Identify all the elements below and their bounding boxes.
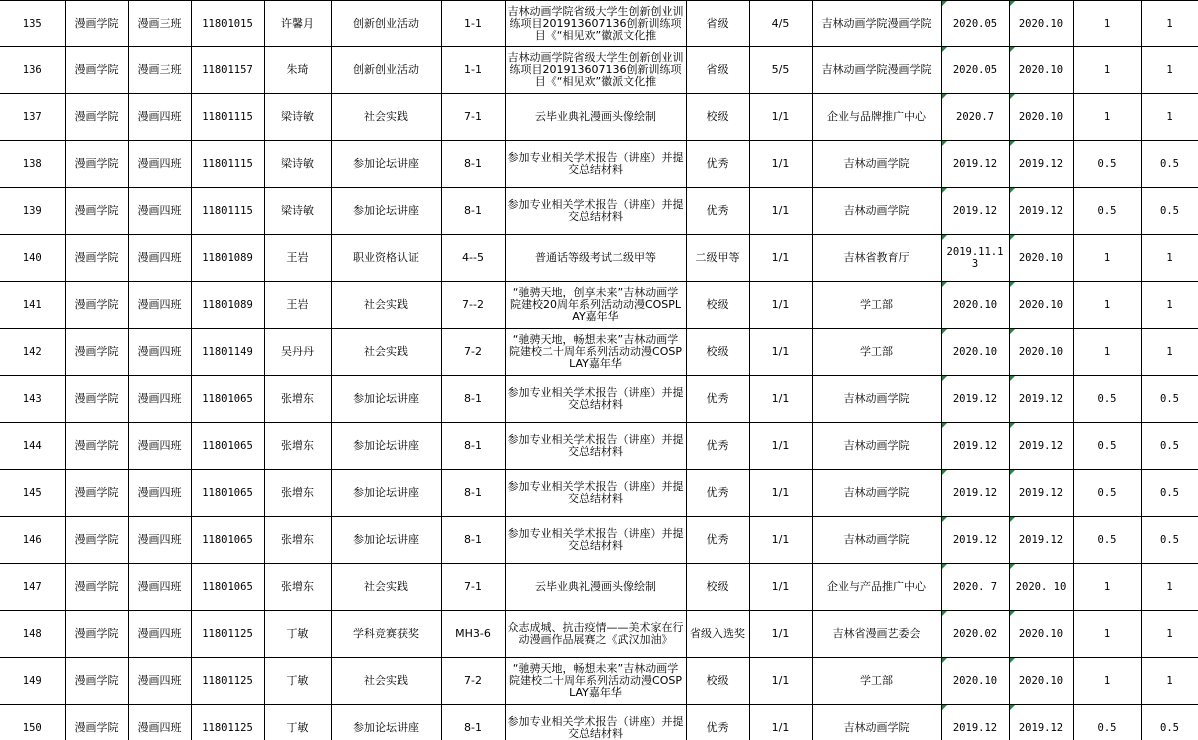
table-row	[0, 470, 1198, 517]
table-row	[0, 94, 1198, 141]
error-indicator-marker	[942, 282, 947, 287]
confirmed-score-cell[interactable]: 1	[1141, 329, 1198, 376]
activity-type-cell[interactable]: 创新创业活动	[331, 1, 441, 47]
item-code-cell[interactable]: 8-1	[441, 705, 505, 740]
start-date-cell[interactable]: 2020.05	[941, 47, 1009, 94]
item-code-cell[interactable]: 7-1	[441, 564, 505, 611]
college-cell[interactable]: 漫画学院	[65, 517, 128, 564]
level-cell[interactable]: 优秀	[686, 705, 749, 740]
organizer-cell[interactable]: 吉林动画学院	[812, 188, 941, 235]
end-date-cell[interactable]: 2020.10	[1009, 282, 1073, 329]
level-cell[interactable]: 校级	[686, 282, 749, 329]
error-indicator-marker	[942, 47, 947, 52]
class-cell[interactable]: 漫画四班	[128, 517, 191, 564]
level-cell[interactable]: 校级	[686, 564, 749, 611]
error-indicator-marker	[942, 141, 947, 146]
college-cell[interactable]: 漫画学院	[65, 94, 128, 141]
project-name-cell[interactable]: “驰骋天地，畅想未来”吉林动画学院建校二十周年系列活动动漫COSPLAY嘉年华	[505, 329, 686, 376]
organizer-cell[interactable]: 吉林动画学院	[812, 376, 941, 423]
class-cell[interactable]: 漫画三班	[128, 1, 191, 47]
organizer-cell[interactable]: 企业与品牌推广中心	[812, 94, 941, 141]
level-cell[interactable]: 校级	[686, 329, 749, 376]
organizer-cell[interactable]: 吉林动画学院	[812, 517, 941, 564]
level-cell[interactable]: 省级	[686, 47, 749, 94]
table-row	[0, 517, 1198, 564]
rank-cell[interactable]: 4/5	[749, 1, 812, 47]
student-id-cell[interactable]: 11801125	[191, 658, 264, 705]
rank-cell[interactable]: 1/1	[749, 235, 812, 282]
activity-type-cell[interactable]: 参加论坛讲座	[331, 141, 441, 188]
rank-cell[interactable]: 1/1	[749, 517, 812, 564]
table-row	[0, 423, 1198, 470]
error-indicator-marker	[1010, 376, 1015, 381]
item-code-cell[interactable]: 7-2	[441, 658, 505, 705]
table-row	[0, 188, 1198, 235]
activity-type-cell[interactable]: 学科竞赛获奖	[331, 611, 441, 658]
error-indicator-marker	[942, 376, 947, 381]
student-name-cell[interactable]: 朱琦	[264, 47, 331, 94]
end-date-cell[interactable]: 2020. 10	[1009, 564, 1073, 611]
end-date-cell[interactable]: 2019.12	[1009, 188, 1073, 235]
error-indicator-marker	[1010, 564, 1015, 569]
item-code-cell[interactable]: MH3-6	[441, 611, 505, 658]
error-indicator-marker	[1010, 470, 1015, 475]
error-indicator-marker	[1010, 658, 1015, 663]
project-name-cell[interactable]: 云毕业典礼漫画头像绘制	[505, 94, 686, 141]
item-code-cell[interactable]: 1-1	[441, 1, 505, 47]
organizer-cell[interactable]: 吉林动画学院	[812, 470, 941, 517]
score-cell[interactable]: 1	[1073, 235, 1141, 282]
level-cell[interactable]: 优秀	[686, 470, 749, 517]
project-name-cell[interactable]: 吉林动画学院省级大学生创新创业训练项目201913607136创新训练项目《“相见欢”徽派文化推	[505, 47, 686, 94]
confirmed-score-cell[interactable]: 1	[1141, 1, 1198, 47]
student-name-cell[interactable]: 王岩	[264, 235, 331, 282]
college-cell[interactable]: 漫画学院	[65, 705, 128, 740]
table-row	[0, 235, 1198, 282]
rank-cell[interactable]: 1/1	[749, 94, 812, 141]
student-id-cell[interactable]: 11801115	[191, 94, 264, 141]
table-row	[0, 329, 1198, 376]
student-name-cell[interactable]: 张增东	[264, 376, 331, 423]
student-id-cell[interactable]: 11801065	[191, 376, 264, 423]
college-cell[interactable]: 漫画学院	[65, 141, 128, 188]
score-cell[interactable]: 0.5	[1073, 188, 1141, 235]
error-indicator-marker	[942, 423, 947, 428]
project-name-cell[interactable]: “驰骋天地，畅想未来”吉林动画学院建校二十周年系列活动动漫COSPLAY嘉年华	[505, 658, 686, 705]
student-id-cell[interactable]: 11801065	[191, 564, 264, 611]
level-cell[interactable]: 校级	[686, 658, 749, 705]
end-date-cell[interactable]: 2019.12	[1009, 705, 1073, 740]
end-date-cell[interactable]: 2020.10	[1009, 235, 1073, 282]
activity-type-cell[interactable]: 社会实践	[331, 94, 441, 141]
score-cell[interactable]: 1	[1073, 329, 1141, 376]
college-cell[interactable]: 漫画学院	[65, 470, 128, 517]
project-name-cell[interactable]: 参加专业相关学术报告（讲座）并提交总结材料	[505, 141, 686, 188]
item-code-cell[interactable]: 4--5	[441, 235, 505, 282]
college-cell[interactable]: 漫画学院	[65, 658, 128, 705]
score-cell[interactable]: 0.5	[1073, 141, 1141, 188]
student-id-cell[interactable]: 11801065	[191, 517, 264, 564]
activity-type-cell[interactable]: 参加论坛讲座	[331, 423, 441, 470]
project-name-cell[interactable]: 参加专业相关学术报告（讲座）并提交总结材料	[505, 376, 686, 423]
row-number-cell[interactable]: 148	[0, 611, 65, 658]
error-indicator-marker	[1010, 47, 1015, 52]
error-indicator-marker	[942, 564, 947, 569]
organizer-cell[interactable]: 吉林省漫画艺委会	[812, 611, 941, 658]
error-indicator-marker	[942, 329, 947, 334]
start-date-cell[interactable]: 2019.12	[941, 188, 1009, 235]
score-cell[interactable]: 0.5	[1073, 517, 1141, 564]
level-cell[interactable]: 优秀	[686, 188, 749, 235]
confirmed-score-cell[interactable]: 0.5	[1141, 423, 1198, 470]
level-cell[interactable]: 优秀	[686, 517, 749, 564]
organizer-cell[interactable]: 学工部	[812, 329, 941, 376]
college-cell[interactable]: 漫画学院	[65, 329, 128, 376]
score-cell[interactable]: 1	[1073, 658, 1141, 705]
rank-cell[interactable]: 5/5	[749, 47, 812, 94]
end-date-cell[interactable]: 2020.10	[1009, 329, 1073, 376]
class-cell[interactable]: 漫画三班	[128, 47, 191, 94]
rank-cell[interactable]: 1/1	[749, 611, 812, 658]
end-date-cell[interactable]: 2020.10	[1009, 47, 1073, 94]
score-cell[interactable]: 1	[1073, 564, 1141, 611]
end-date-cell[interactable]: 2020.10	[1009, 1, 1073, 47]
student-name-cell[interactable]: 王岩	[264, 282, 331, 329]
row-number-cell[interactable]: 141	[0, 282, 65, 329]
table-row	[0, 141, 1198, 188]
row-number-cell[interactable]: 137	[0, 94, 65, 141]
student-name-cell[interactable]: 梁诗敏	[264, 94, 331, 141]
class-cell[interactable]: 漫画四班	[128, 235, 191, 282]
error-indicator-marker	[942, 235, 947, 240]
rank-cell[interactable]: 1/1	[749, 423, 812, 470]
item-code-cell[interactable]: 8-1	[441, 517, 505, 564]
item-code-cell[interactable]: 8-1	[441, 141, 505, 188]
end-date-cell[interactable]: 2019.12	[1009, 470, 1073, 517]
row-number-cell[interactable]: 136	[0, 47, 65, 94]
organizer-cell[interactable]: 吉林动画学院	[812, 141, 941, 188]
start-date-cell[interactable]: 2020.7	[941, 94, 1009, 141]
table-row	[0, 564, 1198, 611]
activity-type-cell[interactable]: 参加论坛讲座	[331, 188, 441, 235]
start-date-cell[interactable]: 2019.12	[941, 517, 1009, 564]
rank-cell[interactable]: 1/1	[749, 141, 812, 188]
level-cell[interactable]: 二级甲等	[686, 235, 749, 282]
level-cell[interactable]: 省级入选奖	[686, 611, 749, 658]
college-cell[interactable]: 漫画学院	[65, 188, 128, 235]
end-date-cell[interactable]: 2019.12	[1009, 141, 1073, 188]
organizer-cell[interactable]: 吉林动画学院漫画学院	[812, 1, 941, 47]
project-name-cell[interactable]: 众志成城、抗击疫情——美术家在行动漫画作品展赛之《武汉加油》	[505, 611, 686, 658]
confirmed-score-cell[interactable]: 1	[1141, 235, 1198, 282]
start-date-cell[interactable]: 2019.11.13	[941, 235, 1009, 282]
end-date-cell[interactable]: 2019.12	[1009, 517, 1073, 564]
activity-type-cell[interactable]: 参加论坛讲座	[331, 470, 441, 517]
organizer-cell[interactable]: 吉林动画学院	[812, 423, 941, 470]
class-cell[interactable]: 漫画四班	[128, 423, 191, 470]
row-number-cell[interactable]: 149	[0, 658, 65, 705]
student-name-cell[interactable]: 梁诗敏	[264, 141, 331, 188]
row-number-cell[interactable]: 147	[0, 564, 65, 611]
college-cell[interactable]: 漫画学院	[65, 1, 128, 47]
end-date-cell[interactable]: 2020.10	[1009, 658, 1073, 705]
student-name-cell[interactable]: 张增东	[264, 423, 331, 470]
end-date-cell[interactable]: 2020.10	[1009, 611, 1073, 658]
item-code-cell[interactable]: 7-1	[441, 94, 505, 141]
rank-cell[interactable]: 1/1	[749, 376, 812, 423]
organizer-cell[interactable]: 吉林省教育厅	[812, 235, 941, 282]
class-cell[interactable]: 漫画四班	[128, 376, 191, 423]
start-date-cell[interactable]: 2020.10	[941, 329, 1009, 376]
end-date-cell[interactable]: 2019.12	[1009, 376, 1073, 423]
row-number-cell[interactable]: 144	[0, 423, 65, 470]
error-indicator-marker	[942, 611, 947, 616]
rank-cell[interactable]: 1/1	[749, 705, 812, 740]
project-name-cell[interactable]: “驰骋天地，创享未来”吉林动画学院建校20周年系列活动动漫COSPLAY嘉年华	[505, 282, 686, 329]
student-id-cell[interactable]: 11801089	[191, 235, 264, 282]
activity-type-cell[interactable]: 参加论坛讲座	[331, 705, 441, 740]
organizer-cell[interactable]: 吉林动画学院漫画学院	[812, 47, 941, 94]
project-name-cell[interactable]: 参加专业相关学术报告（讲座）并提交总结材料	[505, 188, 686, 235]
row-number-cell[interactable]: 139	[0, 188, 65, 235]
class-cell[interactable]: 漫画四班	[128, 282, 191, 329]
project-name-cell[interactable]: 参加专业相关学术报告（讲座）并提交总结材料	[505, 705, 686, 740]
confirmed-score-cell[interactable]: 0.5	[1141, 705, 1198, 740]
row-number-cell[interactable]: 143	[0, 376, 65, 423]
college-cell[interactable]: 漫画学院	[65, 235, 128, 282]
confirmed-score-cell[interactable]: 1	[1141, 564, 1198, 611]
end-date-cell[interactable]: 2019.12	[1009, 423, 1073, 470]
activity-type-cell[interactable]: 参加论坛讲座	[331, 517, 441, 564]
student-id-cell[interactable]: 11801089	[191, 282, 264, 329]
student-name-cell[interactable]: 张增东	[264, 470, 331, 517]
table-row	[0, 282, 1198, 329]
student-name-cell[interactable]: 许馨月	[264, 1, 331, 47]
error-indicator-marker	[1010, 188, 1015, 193]
organizer-cell[interactable]: 企业与产品推广中心	[812, 564, 941, 611]
project-name-cell[interactable]: 参加专业相关学术报告（讲座）并提交总结材料	[505, 470, 686, 517]
activity-type-cell[interactable]: 参加论坛讲座	[331, 376, 441, 423]
confirmed-score-cell[interactable]: 1	[1141, 282, 1198, 329]
organizer-cell[interactable]: 学工部	[812, 658, 941, 705]
confirmed-score-cell[interactable]: 0.5	[1141, 376, 1198, 423]
project-name-cell[interactable]: 云毕业典礼漫画头像绘制	[505, 564, 686, 611]
item-code-cell[interactable]: 8-1	[441, 470, 505, 517]
student-id-cell[interactable]: 11801015	[191, 1, 264, 47]
score-cell[interactable]: 1	[1073, 1, 1141, 47]
table-row	[0, 376, 1198, 423]
rank-cell[interactable]: 1/1	[749, 188, 812, 235]
class-cell[interactable]: 漫画四班	[128, 329, 191, 376]
item-code-cell[interactable]: 8-1	[441, 188, 505, 235]
student-name-cell[interactable]: 丁敏	[264, 611, 331, 658]
row-number-cell[interactable]: 145	[0, 470, 65, 517]
item-code-cell[interactable]: 8-1	[441, 423, 505, 470]
item-code-cell[interactable]: 7--2	[441, 282, 505, 329]
level-cell[interactable]: 优秀	[686, 376, 749, 423]
start-date-cell[interactable]: 2019.12	[941, 423, 1009, 470]
student-name-cell[interactable]: 丁敏	[264, 658, 331, 705]
error-indicator-marker	[942, 517, 947, 522]
score-cell[interactable]: 1	[1073, 282, 1141, 329]
start-date-cell[interactable]: 2020.05	[941, 1, 1009, 47]
error-indicator-marker	[1010, 141, 1015, 146]
class-cell[interactable]: 漫画四班	[128, 611, 191, 658]
item-code-cell[interactable]: 1-1	[441, 47, 505, 94]
start-date-cell[interactable]: 2020.10	[941, 658, 1009, 705]
error-indicator-marker	[942, 658, 947, 663]
class-cell[interactable]: 漫画四班	[128, 470, 191, 517]
row-number-cell[interactable]: 140	[0, 235, 65, 282]
activity-type-cell[interactable]: 社会实践	[331, 564, 441, 611]
item-code-cell[interactable]: 8-1	[441, 376, 505, 423]
error-indicator-marker	[942, 470, 947, 475]
organizer-cell[interactable]: 学工部	[812, 282, 941, 329]
college-cell[interactable]: 漫画学院	[65, 611, 128, 658]
table-row	[0, 47, 1198, 94]
table-row	[0, 705, 1198, 740]
error-indicator-marker	[942, 94, 947, 99]
student-id-cell[interactable]: 11801065	[191, 423, 264, 470]
table-row	[0, 611, 1198, 658]
row-number-cell[interactable]: 138	[0, 141, 65, 188]
start-date-cell[interactable]: 2019.12	[941, 705, 1009, 740]
level-cell[interactable]: 优秀	[686, 423, 749, 470]
score-cell[interactable]: 1	[1073, 47, 1141, 94]
organizer-cell[interactable]: 吉林动画学院	[812, 705, 941, 740]
rank-cell[interactable]: 1/1	[749, 282, 812, 329]
college-cell[interactable]: 漫画学院	[65, 376, 128, 423]
confirmed-score-cell[interactable]: 1	[1141, 94, 1198, 141]
error-indicator-marker	[942, 188, 947, 193]
confirmed-score-cell[interactable]: 1	[1141, 658, 1198, 705]
rank-cell[interactable]: 1/1	[749, 658, 812, 705]
confirmed-score-cell[interactable]: 1	[1141, 611, 1198, 658]
project-name-cell[interactable]: 吉林动画学院省级大学生创新创业训练项目201913607136创新训练项目《“相见欢”徽派文化推	[505, 1, 686, 47]
row-number-cell[interactable]: 142	[0, 329, 65, 376]
student-name-cell[interactable]: 梁诗敏	[264, 188, 331, 235]
error-indicator-marker	[1010, 94, 1015, 99]
class-cell[interactable]: 漫画四班	[128, 94, 191, 141]
start-date-cell[interactable]: 2019.12	[941, 141, 1009, 188]
confirmed-score-cell[interactable]: 0.5	[1141, 517, 1198, 564]
error-indicator-marker	[942, 705, 947, 710]
activity-type-cell[interactable]: 社会实践	[331, 329, 441, 376]
rank-cell[interactable]: 1/1	[749, 564, 812, 611]
error-indicator-marker	[1010, 517, 1015, 522]
error-indicator-marker	[1010, 235, 1015, 240]
confirmed-score-cell[interactable]: 0.5	[1141, 470, 1198, 517]
start-date-cell[interactable]: 2019.12	[941, 470, 1009, 517]
start-date-cell[interactable]: 2020.02	[941, 611, 1009, 658]
error-indicator-marker	[942, 1, 947, 6]
student-name-cell[interactable]: 张增东	[264, 564, 331, 611]
confirmed-score-cell[interactable]: 0.5	[1141, 188, 1198, 235]
start-date-cell[interactable]: 2019.12	[941, 376, 1009, 423]
level-cell[interactable]: 优秀	[686, 141, 749, 188]
college-cell[interactable]: 漫画学院	[65, 47, 128, 94]
college-cell[interactable]: 漫画学院	[65, 564, 128, 611]
class-cell[interactable]: 漫画四班	[128, 188, 191, 235]
error-indicator-marker	[1010, 705, 1015, 710]
table-row	[0, 1, 1198, 47]
score-cell[interactable]: 1	[1073, 94, 1141, 141]
activity-type-cell[interactable]: 职业资格认证	[331, 235, 441, 282]
activity-type-cell[interactable]: 社会实践	[331, 282, 441, 329]
class-cell[interactable]: 漫画四班	[128, 564, 191, 611]
student-name-cell[interactable]: 丁敏	[264, 705, 331, 740]
row-number-cell[interactable]: 150	[0, 705, 65, 740]
class-cell[interactable]: 漫画四班	[128, 658, 191, 705]
student-id-cell[interactable]: 11801149	[191, 329, 264, 376]
error-indicator-marker	[1010, 282, 1015, 287]
college-cell[interactable]: 漫画学院	[65, 282, 128, 329]
confirmed-score-cell[interactable]: 1	[1141, 47, 1198, 94]
start-date-cell[interactable]: 2020.10	[941, 282, 1009, 329]
class-cell[interactable]: 漫画四班	[128, 705, 191, 740]
student-id-cell[interactable]: 11801115	[191, 188, 264, 235]
row-number-cell[interactable]: 146	[0, 517, 65, 564]
error-indicator-marker	[1010, 1, 1015, 6]
confirmed-score-cell[interactable]: 0.5	[1141, 141, 1198, 188]
score-cell[interactable]: 0.5	[1073, 423, 1141, 470]
class-cell[interactable]: 漫画四班	[128, 141, 191, 188]
rank-cell[interactable]: 1/1	[749, 329, 812, 376]
college-cell[interactable]: 漫画学院	[65, 423, 128, 470]
error-indicator-marker	[1010, 611, 1015, 616]
project-name-cell[interactable]: 参加专业相关学术报告（讲座）并提交总结材料	[505, 423, 686, 470]
activity-type-cell[interactable]: 创新创业活动	[331, 47, 441, 94]
level-cell[interactable]: 省级	[686, 1, 749, 47]
table-row	[0, 658, 1198, 705]
start-date-cell[interactable]: 2020. 7	[941, 564, 1009, 611]
student-id-cell[interactable]: 11801065	[191, 470, 264, 517]
student-id-cell[interactable]: 11801125	[191, 611, 264, 658]
row-number-cell[interactable]: 135	[0, 1, 65, 47]
activity-type-cell[interactable]: 社会实践	[331, 658, 441, 705]
item-code-cell[interactable]: 7-2	[441, 329, 505, 376]
end-date-cell[interactable]: 2020.10	[1009, 94, 1073, 141]
error-indicator-marker	[1010, 423, 1015, 428]
score-cell[interactable]: 1	[1073, 611, 1141, 658]
student-id-cell[interactable]: 11801125	[191, 705, 264, 740]
project-name-cell[interactable]: 参加专业相关学术报告（讲座）并提交总结材料	[505, 517, 686, 564]
student-id-cell[interactable]: 11801115	[191, 141, 264, 188]
student-name-cell[interactable]: 吴丹丹	[264, 329, 331, 376]
student-name-cell[interactable]: 张增东	[264, 517, 331, 564]
level-cell[interactable]: 校级	[686, 94, 749, 141]
table-body	[0, 1, 1198, 740]
score-cell[interactable]: 0.5	[1073, 470, 1141, 517]
score-cell[interactable]: 0.5	[1073, 376, 1141, 423]
score-cell[interactable]: 0.5	[1073, 705, 1141, 740]
rank-cell[interactable]: 1/1	[749, 470, 812, 517]
error-indicator-marker	[1010, 329, 1015, 334]
project-name-cell[interactable]: 普通话等级考试二级甲等	[505, 235, 686, 282]
student-id-cell[interactable]: 11801157	[191, 47, 264, 94]
